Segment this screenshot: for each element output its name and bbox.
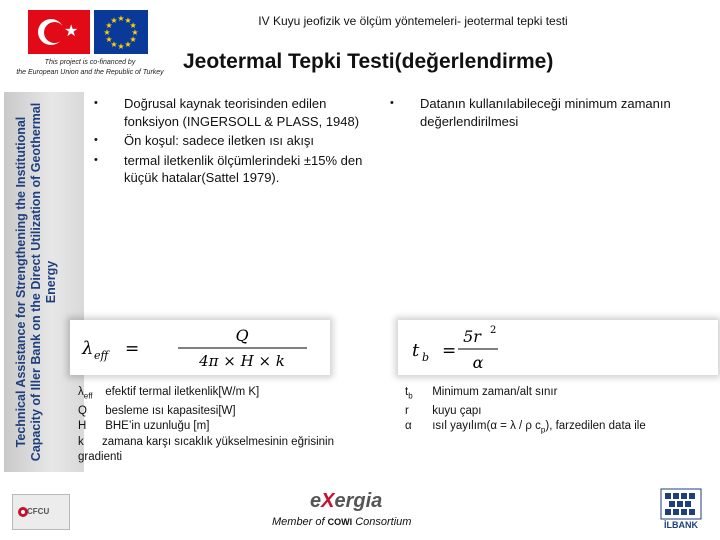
formula-numerator-sup: 2 bbox=[490, 325, 497, 336]
eu-star-icon: ★ bbox=[110, 15, 118, 25]
side-bar-text: Technical Assistance for Strengthening the Institutional Capacity of Iller Bank on the Direct Utilization of Geothermal Energy bbox=[14, 102, 58, 462]
eu-star-icon: ★ bbox=[117, 14, 125, 23]
legend-row bbox=[405, 419, 710, 438]
header-title: IV Kuyu jeofizik ve ölçüm yöntemeleri- jeotermal tepki testi bbox=[258, 14, 568, 28]
legend-symbol-sub: b bbox=[408, 391, 413, 401]
legend-right bbox=[405, 385, 710, 438]
cowi-brand: COWI bbox=[327, 517, 353, 527]
formula-lhs: t bbox=[412, 340, 420, 361]
legend-text: Minimum zaman/alt sınır bbox=[432, 386, 558, 398]
legend-symbol-sub: eff bbox=[83, 391, 93, 401]
legend-text: ısıl yayılım(α = λ / ρ c bbox=[432, 420, 541, 433]
cfcu-logo bbox=[12, 494, 70, 530]
formula-lambda-eff bbox=[70, 320, 330, 375]
exergia-part: ergia bbox=[334, 490, 383, 512]
formula-numerator: 5r bbox=[463, 327, 481, 346]
star-icon: ★ bbox=[64, 21, 79, 40]
cofinance-note bbox=[0, 58, 180, 78]
bullet-list-left bbox=[94, 95, 364, 189]
legend-symbol bbox=[78, 385, 102, 404]
formula-denominator: 4π × H × k bbox=[199, 352, 285, 370]
legend-symbol: α bbox=[405, 420, 412, 433]
eu-star-icon: ★ bbox=[124, 40, 132, 50]
eu-star-icon: ★ bbox=[105, 21, 113, 30]
formula-numerator: Q bbox=[235, 326, 249, 345]
legend-symbol: r bbox=[405, 404, 409, 417]
formula-lambda-svg bbox=[70, 320, 330, 375]
legend-text: besleme ısı kapasitesi[W] bbox=[105, 404, 236, 417]
formula-lhs-sub: b bbox=[422, 351, 430, 364]
legend-text-sub: p bbox=[540, 425, 546, 435]
crescent-inner bbox=[44, 22, 65, 43]
legend-row bbox=[78, 435, 378, 466]
eu-star-icon: ★ bbox=[103, 28, 111, 37]
formula-tb-svg bbox=[398, 320, 718, 375]
legend-text: BHE’in uzunluğu [m] bbox=[105, 420, 210, 433]
legend-row bbox=[78, 385, 378, 404]
exergia-part: e bbox=[310, 490, 322, 512]
cofinance-line-2: the European Union and the Republic of Turkey bbox=[16, 69, 164, 76]
legend-row bbox=[78, 419, 378, 435]
legend-left bbox=[78, 385, 378, 466]
legend-symbol bbox=[405, 385, 429, 404]
exergia-x: X bbox=[321, 490, 335, 512]
ilbank-logo bbox=[655, 487, 707, 533]
bullet-list-right bbox=[390, 95, 680, 132]
consortium-note bbox=[272, 516, 411, 528]
eu-star-icon: ★ bbox=[110, 40, 118, 50]
bullet-item: • Datanın kullanılabileceği minimum zamanın değerlendirilmesi bbox=[390, 95, 680, 130]
eu-flag-logo bbox=[94, 10, 148, 54]
legend-text: kuyu çapı bbox=[432, 404, 482, 417]
legend-text-tail: ), farzedilen data ile bbox=[545, 420, 646, 433]
legend-symbol-main: t bbox=[405, 386, 409, 398]
bullet-item: • Doğrusal kaynak teorisinden edilen fonksiyon (INGERSOLL & PLASS, 1948) bbox=[94, 95, 364, 130]
slide-title: Jeotermal Tepki Testi(değerlendirme) bbox=[183, 50, 554, 73]
member-post: Consortium bbox=[355, 516, 412, 528]
formula-lhs-sub: eff bbox=[94, 349, 109, 362]
formula-lhs: λ bbox=[82, 338, 94, 359]
bullet-item: • Ön koşul: sadece iletken ısı akışı bbox=[94, 132, 364, 150]
legend-symbol: Q bbox=[78, 404, 87, 417]
exergia-logo bbox=[310, 490, 382, 513]
formula-tb bbox=[398, 320, 718, 375]
legend-symbol: H bbox=[78, 420, 87, 433]
formula-equals: = bbox=[442, 341, 457, 361]
eu-star-icon: ★ bbox=[131, 28, 139, 37]
eu-star-icon: ★ bbox=[117, 42, 125, 51]
eu-star-icon: ★ bbox=[129, 21, 137, 30]
bullet-item: • termal iletkenlik ölçümlerindeki ±15% den küçük hatalar(Sattel 1979). bbox=[94, 152, 364, 187]
eu-star-icon: ★ bbox=[105, 35, 113, 44]
ilbank-label: İLBANK bbox=[664, 520, 698, 530]
eu-star-icon: ★ bbox=[124, 15, 132, 25]
cofinance-line-1: This project is co-financed by bbox=[44, 59, 136, 66]
cfcu-label: CFCU bbox=[27, 507, 50, 516]
legend-symbol: k bbox=[78, 435, 84, 448]
ilbank-logo-mark bbox=[655, 487, 707, 521]
legend-row bbox=[78, 404, 378, 420]
legend-row bbox=[405, 385, 710, 404]
formula-equals: = bbox=[125, 339, 140, 359]
member-pre: Member of bbox=[272, 516, 325, 528]
legend-text: efektif termal iletkenlik[W/m K] bbox=[105, 386, 260, 398]
legend-symbol-main: λ bbox=[78, 386, 84, 398]
legend-row bbox=[405, 404, 710, 420]
eu-stars bbox=[94, 10, 148, 54]
eu-star-icon: ★ bbox=[129, 35, 137, 44]
legend-text: zamana karşı sıcaklık yükselmesinin eğrisinin gradienti bbox=[78, 435, 335, 464]
turkey-flag-logo bbox=[28, 10, 90, 54]
formula-denominator: α bbox=[472, 353, 484, 372]
